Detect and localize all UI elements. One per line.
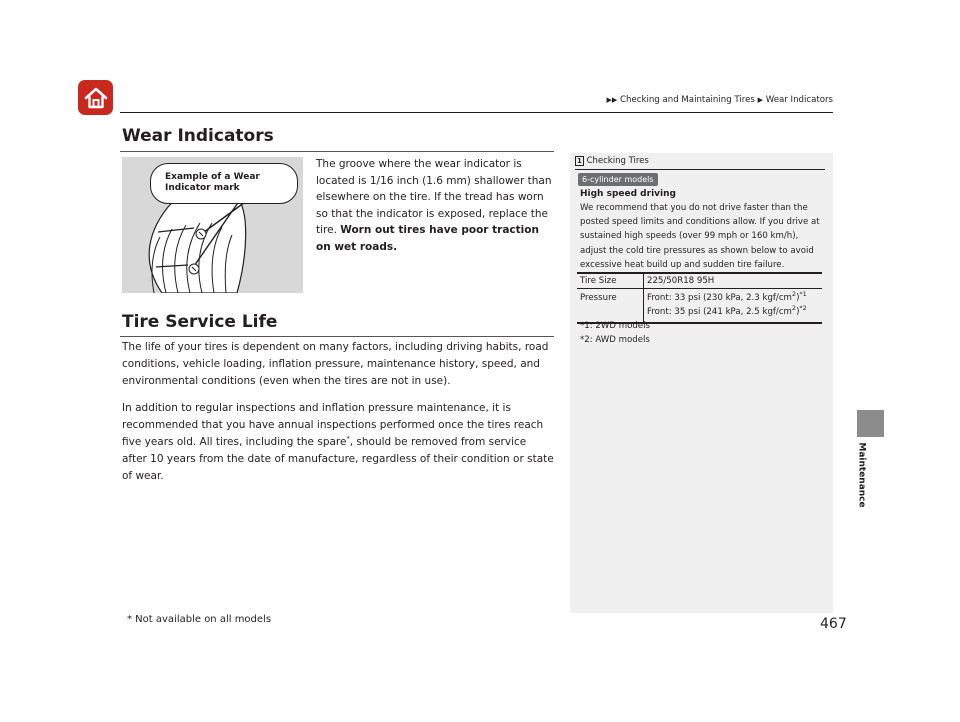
table-label: Tire Size <box>577 273 644 289</box>
section-tab-label: Maintenance <box>857 442 868 508</box>
heading-rule <box>120 336 554 337</box>
wear-warning: Worn out tires have poor traction on wet roads. <box>316 224 539 253</box>
service-life-paragraph: In addition to regular inspections and inflation pressure maintenance, it is recommended that you have annual inspections performed once the tires reach five years old. All tires, including the spare*, should be removed from service after 10 years from the date of manufacture, regardless of their condition or state of wear. <box>122 402 554 482</box>
home-icon <box>83 85 109 111</box>
table-value: 225/50R18 95H <box>644 273 823 289</box>
tire-pressure-table <box>577 272 822 324</box>
section-heading: Wear Indicators <box>122 126 274 146</box>
home-button[interactable] <box>78 80 113 115</box>
table-row <box>577 289 822 324</box>
header-rule <box>120 112 833 113</box>
figure-caption: Example of a Wear Indicator mark <box>165 172 260 193</box>
footnote-marker: * <box>346 434 350 443</box>
breadcrumb-item[interactable]: Wear Indicators <box>765 95 833 105</box>
reference-icon: 1 <box>577 157 582 165</box>
footnote: * Not available on all models <box>127 614 272 625</box>
table-row <box>577 273 822 289</box>
breadcrumb-arrow-icon: ▶ <box>757 96 763 104</box>
sidebar-rule <box>575 169 825 170</box>
table-note: *2: AWD models <box>580 335 650 345</box>
model-badge: 6-cylinder models <box>578 173 658 186</box>
table-notes <box>580 319 650 347</box>
page-number: 467 <box>820 616 847 632</box>
section-heading: Tire Service Life <box>122 312 278 332</box>
sidebar-title: 1 Checking Tires <box>577 156 649 166</box>
section-tab[interactable] <box>857 410 884 437</box>
table-value: Front: 33 psi (230 kPa, 2.3 kgf/$cm^2)^{*1}$ Front: 35 psi (241 kPa, 2.5 kgf/$cm^2)^{*2}$ <box>644 289 823 324</box>
table-note: *1: 2WD models <box>580 321 650 331</box>
sidebar-subheading: High speed driving <box>580 189 676 199</box>
heading-rule <box>120 151 554 152</box>
service-life-paragraph: The life of your tires is dependent on many factors, including driving habits, road conditions, vehicle loading, inflation pressure, maintenance history, speed, and environmental conditions (even when the tires are not in use). <box>122 341 549 387</box>
breadcrumb-arrow-icon: ▶▶ <box>606 96 618 104</box>
table-label: Pressure <box>577 289 644 324</box>
breadcrumb-item[interactable]: Checking and Maintaining Tires <box>620 95 755 105</box>
breadcrumb <box>575 95 833 105</box>
wear-indicator-text: The groove where the wear indicator is located is 1/16 inch (1.6 mm) shallower than elsewhere on the tire. If the tread has worn so that the indicator is exposed, replace the tire. Worn out tires have poor traction on wet roads. <box>316 158 552 253</box>
sidebar-paragraph: We recommend that you do not drive faster than the posted speed limits and conditions allow. If you drive at sustained high speeds (over 99 mph or 160 km/h), adjust the cold tire pressures as shown below to avoid excessive heat build up and sudden tire failure. <box>580 203 820 270</box>
